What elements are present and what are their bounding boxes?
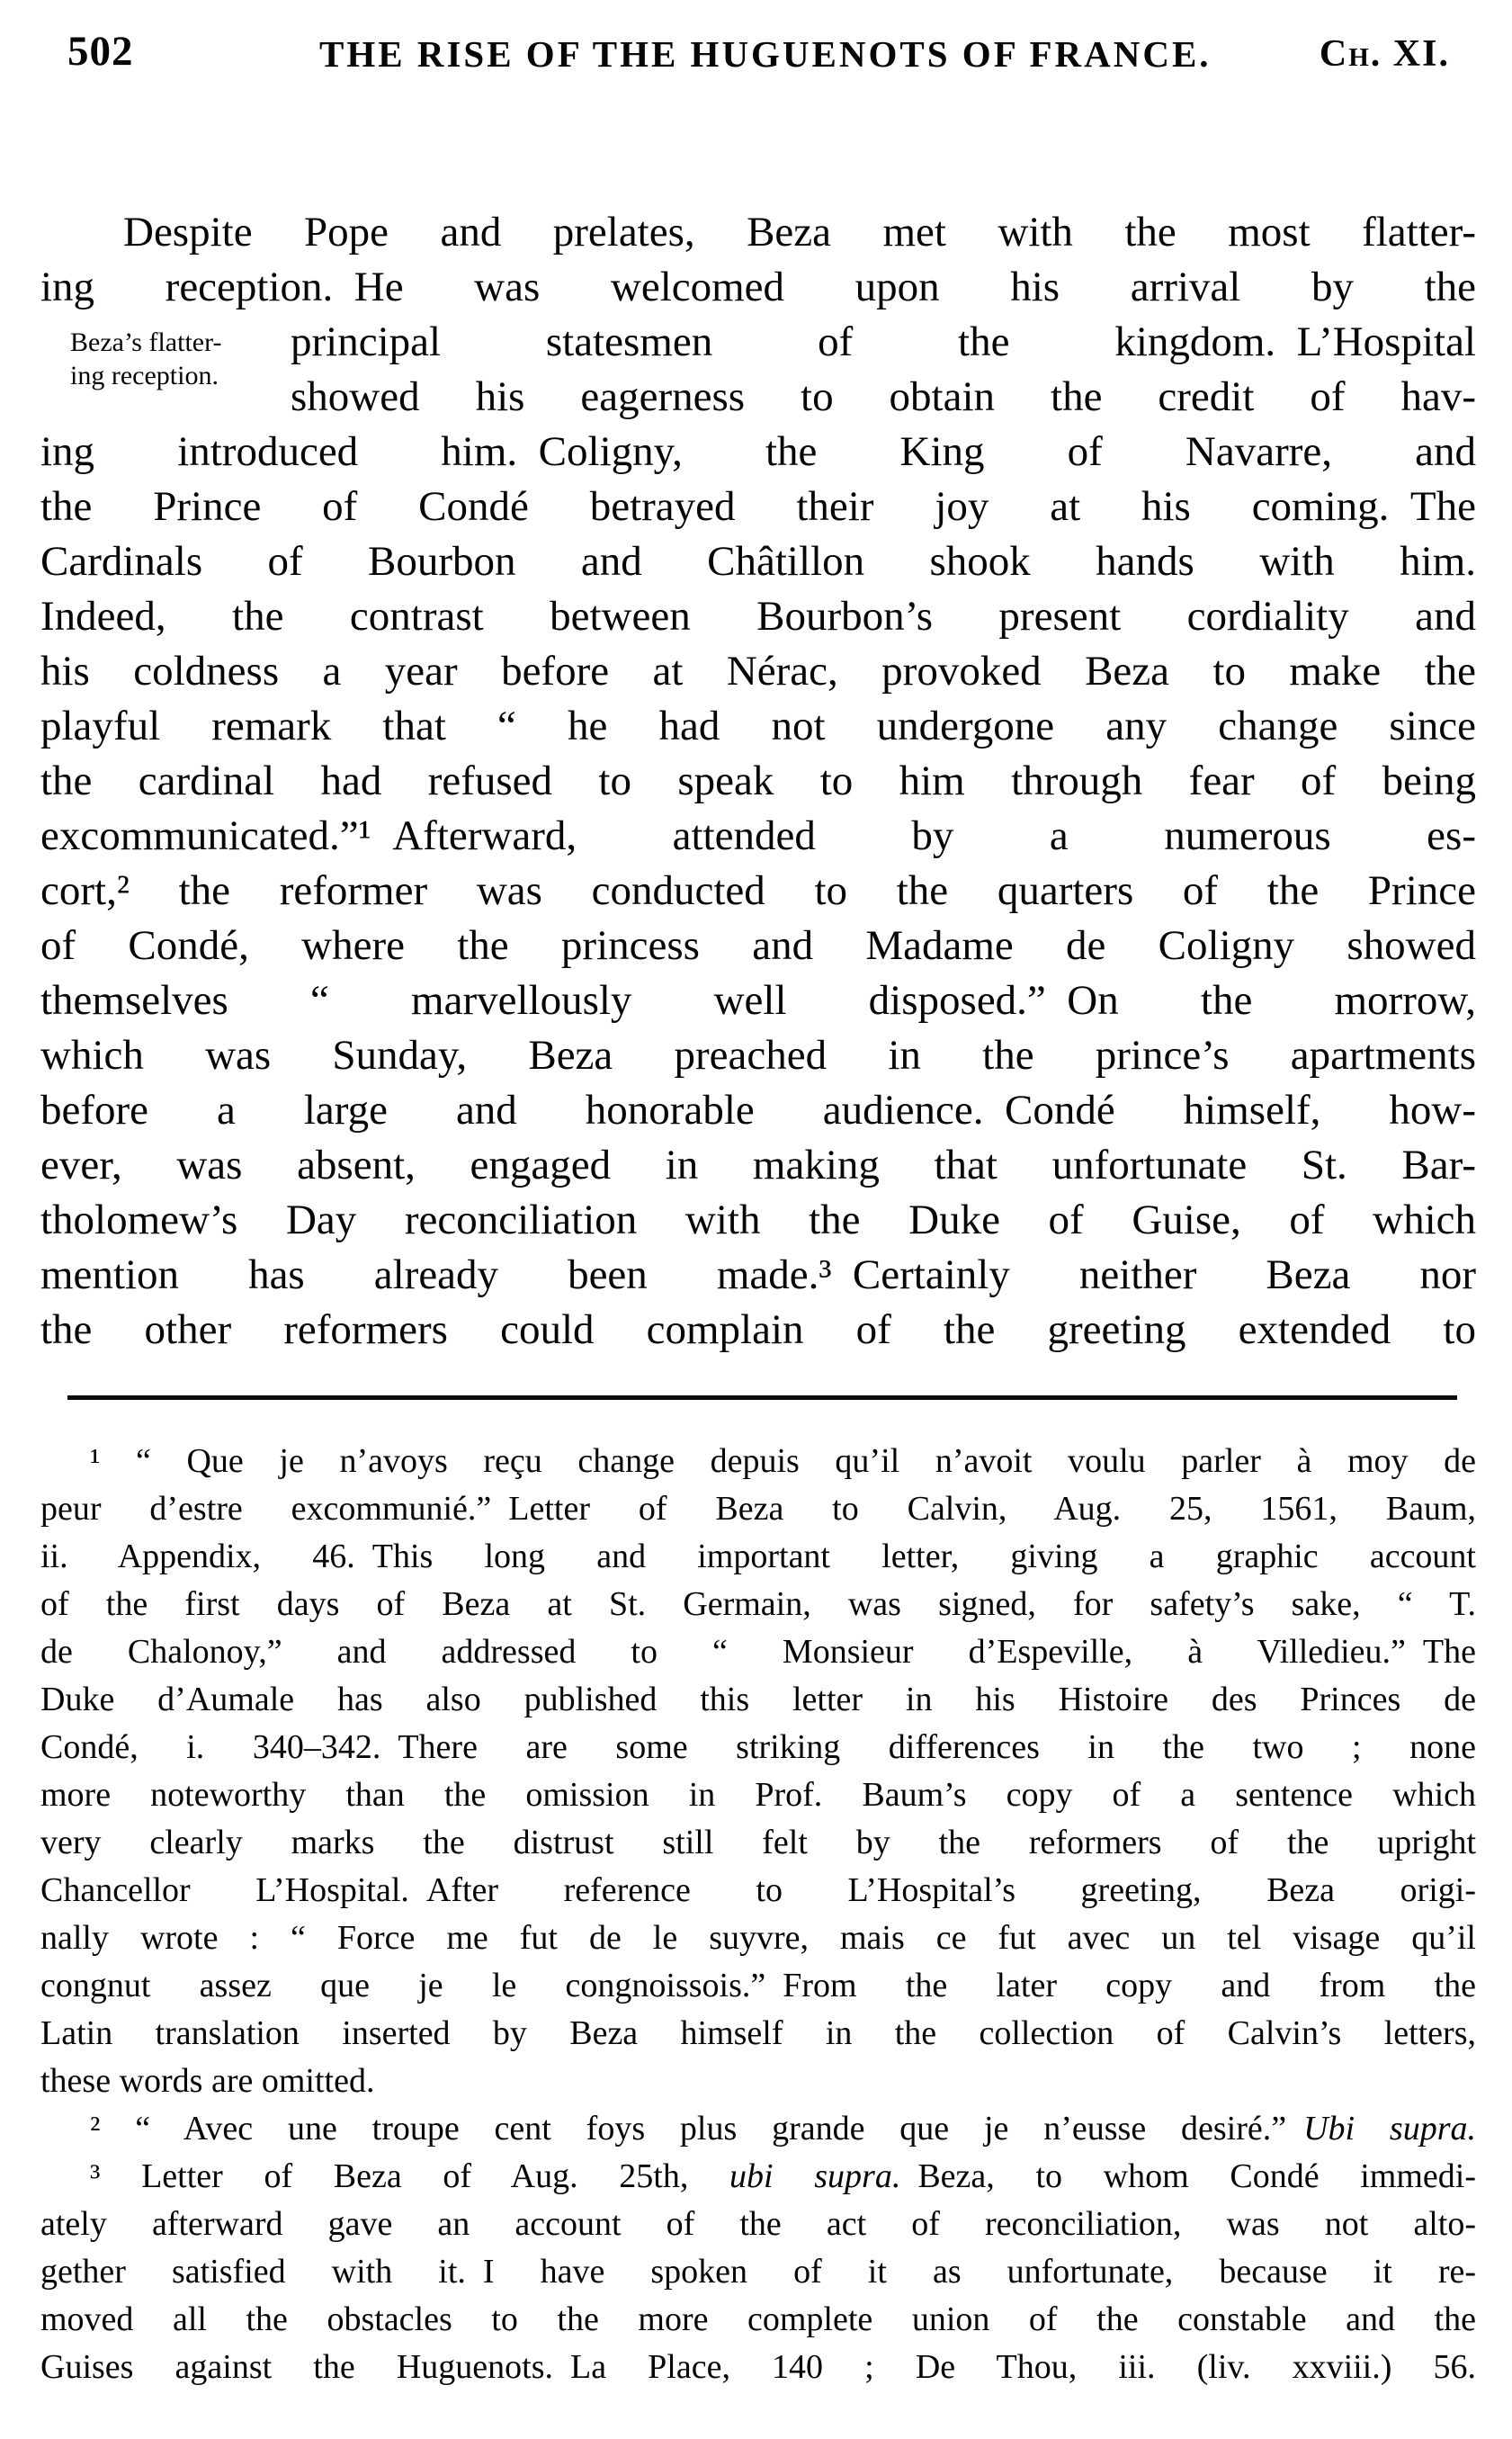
footnote-text: ii. Appendix, 46. This long and important letter, giving a graphic account — [40, 1538, 1476, 1575]
footnote-line — [40, 1867, 1476, 1914]
footnote-text: nally wrote : “ Force me fut de le suyvre, mais ce fut avec un tel visage qu’il — [40, 1919, 1476, 1957]
footnote-text: more noteworthy than the omission in Prof. Baum’s copy of a sentence which — [40, 1776, 1476, 1814]
footnote-line — [40, 1771, 1476, 1819]
main-text-block — [40, 205, 1476, 1358]
running-title: THE RISE OF THE HUGUENOTS OF FRANCE. — [319, 33, 1212, 75]
footnote-line — [40, 1628, 1476, 1676]
footnote-text: ² “ Avec une troupe cent foys plus grande que je n’eusse desiré.” — [90, 2110, 1304, 2148]
body-line: the other reformers could complain of the greeting extended to — [40, 1306, 1476, 1353]
footnote-line — [40, 2153, 1476, 2201]
footnote-text: ³ Letter of Beza of Aug. 25th, — [90, 2157, 730, 2195]
body-line: Despite Pope and prelates, Beza met with the most flatter- — [123, 209, 1476, 256]
footnote-text: de Chalonoy,” and addressed to “ Monsieur d’Espeville, à Villedieu.” The — [40, 1633, 1476, 1671]
footnote-text: very clearly marks the distrust still felt by the reformers of the upright — [40, 1824, 1476, 1861]
footnote-text: these words are omitted. — [40, 2062, 375, 2100]
footnote-text: Chancellor L’Hospital. After reference to L’Hospital’s greeting, Beza origi- — [40, 1871, 1476, 1909]
footnote-text: Beza, to whom Condé immedi- — [900, 2157, 1477, 2195]
body-line: themselves “ marvellously well disposed.” On the morrow, — [40, 977, 1476, 1024]
footnote-text: Latin translation inserted by Beza himself in the collection of Calvin’s letters, — [40, 2014, 1476, 2052]
chapter-label: Ch. XI. — [1319, 33, 1450, 75]
body-line: ing reception. He was welcomed upon his arrival by the — [40, 264, 1476, 310]
footnote-line — [40, 1581, 1476, 1628]
italic-citation: Ubi supra. — [1303, 2110, 1477, 2148]
body-line: Cardinals of Bourbon and Châtillon shook hands with him. — [40, 538, 1476, 585]
body-line: cort,² the reformer was conducted to the quarters of the Prince — [40, 867, 1476, 914]
italic-citation: ubi supra. — [729, 2157, 901, 2195]
margin-note-line: ing reception. — [70, 361, 219, 390]
footnote-line — [40, 1485, 1476, 1533]
footnote-text: Guises against the Huguenots. La Place, 140 ; De Thou, iii. (liv. xxviii.) 56. — [40, 2348, 1476, 2386]
body-line: Indeed, the contrast between Bourbon’s present cordiality and — [40, 593, 1476, 640]
footnote-line — [40, 2010, 1476, 2058]
footnote-text: ¹ “ Que je n’avoys reçu change depuis qu’il n’avoit voulu parler à moy de — [90, 1442, 1476, 1480]
footnote-line — [40, 1533, 1476, 1581]
footnote-text: gether satisfied with it. I have spoken of it as unfortunate, because it re- — [40, 2253, 1476, 2291]
margin-note-line: Beza’s flatter- — [70, 327, 222, 357]
body-line: ever, was absent, engaged in making that unfortunate St. Bar- — [40, 1142, 1476, 1188]
footnote-text: Duke d’Aumale has also published this letter in his Histoire des Princes de — [40, 1681, 1476, 1718]
footnote-line — [40, 2201, 1476, 2248]
body-line: excommunicated.”¹ Afterward, attended by a numerous es- — [40, 812, 1476, 859]
footnote-text: peur d’estre excommunié.” Letter of Beza to Calvin, Aug. 25, 1561, Baum, — [40, 1490, 1476, 1528]
body-line: before a large and honorable audience. Condé himself, how- — [40, 1087, 1476, 1134]
body-line: his coldness a year before at Nérac, provoked Beza to make the — [40, 648, 1476, 695]
body-line: showed his eagerness to obtain the credit of hav- — [291, 373, 1476, 420]
footnote-line — [40, 2296, 1476, 2344]
footnote-line — [40, 1724, 1476, 1771]
footnote-line — [40, 2344, 1476, 2391]
footnote-divider — [67, 1395, 1457, 1400]
margin-note — [70, 326, 300, 392]
body-line: of Condé, where the princess and Madame de Coligny showed — [40, 922, 1476, 969]
footnote-text: ately afterward gave an account of the act of reconciliation, was not alto- — [40, 2205, 1476, 2243]
footnote-line — [40, 1438, 1476, 1485]
body-line: principal statesmen of the kingdom. L’Hospital — [291, 318, 1476, 365]
footnotes-block — [40, 1438, 1476, 2391]
footnote-text: Condé, i. 340–342. There are some striking differences in the two ; none — [40, 1728, 1476, 1766]
body-line: tholomew’s Day reconciliation with the Duke of Guise, of which — [40, 1197, 1476, 1243]
page-number: 502 — [67, 28, 134, 75]
footnote-line — [40, 2248, 1476, 2296]
body-line: playful remark that “ he had not undergone any change since — [40, 703, 1476, 749]
footnote-line — [40, 2058, 1476, 2105]
footnote-line — [40, 1819, 1476, 1867]
body-line: which was Sunday, Beza preached in the prince’s apartments — [40, 1032, 1476, 1079]
body-line: ing introduced him. Coligny, the King of Navarre, and — [40, 428, 1476, 475]
footnote-line — [40, 1676, 1476, 1724]
body-line: the cardinal had refused to speak to him through fear of being — [40, 758, 1476, 804]
footnote-line — [40, 1962, 1476, 2010]
body-line: mention has already been made.³ Certainly neither Beza nor — [40, 1251, 1476, 1298]
footnote-text: congnut assez que je le congnoissois.” From the later copy and from the — [40, 1967, 1476, 2004]
body-line: the Prince of Condé betrayed their joy at his coming. The — [40, 483, 1476, 530]
running-head — [40, 27, 1476, 85]
footnote-line — [40, 2105, 1476, 2153]
footnote-line — [40, 1914, 1476, 1962]
footnote-text: moved all the obstacles to the more complete union of the constable and the — [40, 2300, 1476, 2338]
footnote-text: of the first days of Beza at St. Germain, was signed, for safety’s sake, “ T. — [40, 1585, 1476, 1623]
